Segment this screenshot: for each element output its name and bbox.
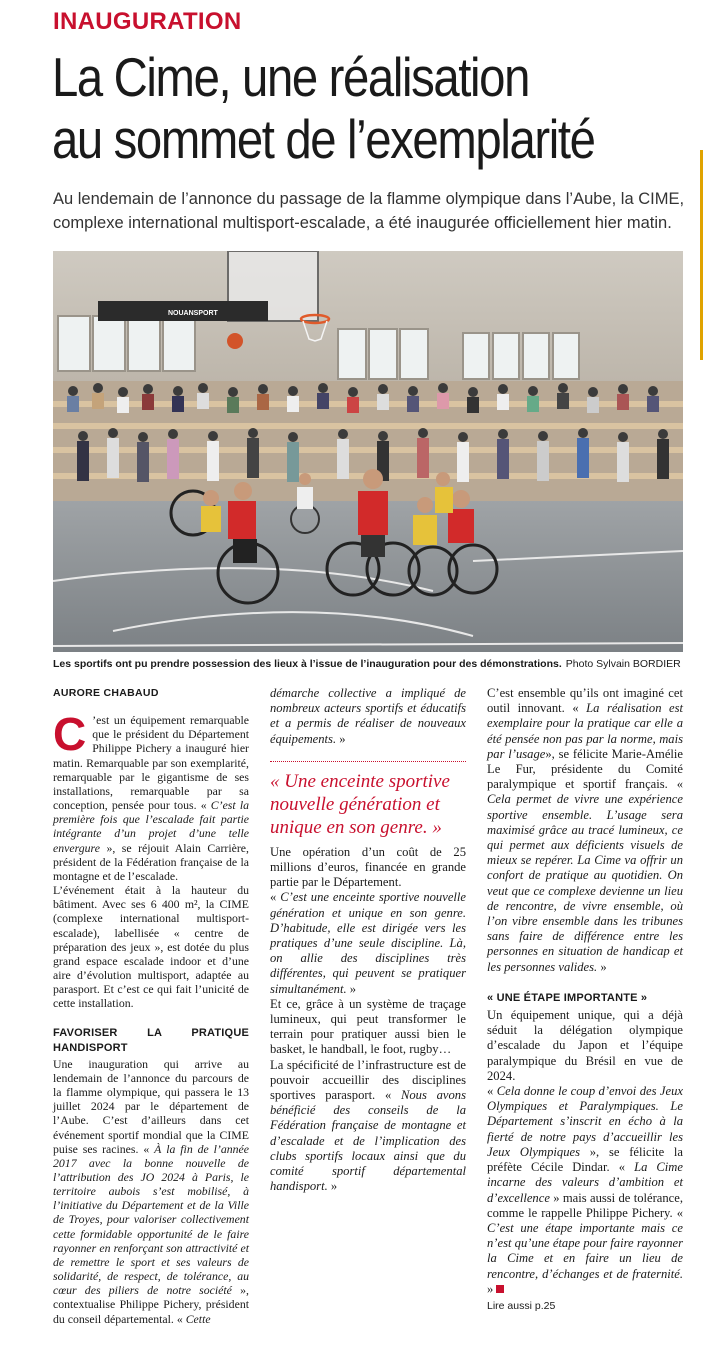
- p3-attrib: », contextualise Philippe Pichery, président du conseil départemental. «: [53, 1283, 249, 1326]
- quote-federation: Nous avons bénéficié des conseils de la Fédération française de montagne et d’escalade et de l’implication des clubs sportifs locaux ainsi que du comité sportif départemental handisport.: [270, 1088, 466, 1194]
- p8-text: C’est ensemble qu’ils ont imaginé cet outil innovant. «: [487, 686, 683, 716]
- p10-close: »: [487, 1281, 494, 1296]
- quote-pichery-2: démarche collective a impliqué de nombreux acteurs sportifs et éducatifs et a permis de réaliser de nouveaux équipements.: [270, 686, 466, 746]
- lead-text: ’est un équipement remarquable que le président du Département Philippe Pichery a inauguré hier matin. Remarquable par son exemplarité, remarquable par le gigantisme de ses installations, remarquable par sa conception, pensée pour tous. «: [53, 713, 249, 813]
- byline: AURORE CHABAUD: [53, 687, 159, 699]
- paragraph-3: [53, 1057, 249, 1326]
- subhead-handisport: FAVORISER LA PRATIQUE HANDISPORT: [53, 1027, 249, 1054]
- paragraph-9: Un équipement unique, qui a déjà séduit la délégation olympique d’escalade du Japon et l’équipe paralympique du Brésil en vue de 2024.: [487, 1008, 683, 1083]
- section-kicker: INAUGURATION: [53, 8, 242, 35]
- quote-jeux: Cela donne le coup d’envoi des Jeux Olympiques et Paralympiques. Le Département s’inscrit en écho à la fierté de notre pays d’accueillir les Jeux Olympiques: [487, 1084, 683, 1159]
- photo-credit: Photo Sylvain BORDIER: [565, 658, 681, 670]
- p7-close: »: [330, 1179, 338, 1194]
- dropcap: C: [53, 708, 87, 761]
- paragraph-5: [270, 890, 466, 996]
- quote-lefur: La réalisation est exemplaire pour la pratique car elle a été pensée non pas par la norme, mais par l’usage: [487, 701, 684, 761]
- p10-attrib: », se félicite la préfète Cécile Dindar. «: [487, 1144, 683, 1175]
- subhead-etape: « UNE ÉTAPE IMPORTANTE »: [487, 991, 648, 1004]
- caption-text: Les sportifs ont pu prendre possession des lieux à l’issue de l’inauguration pour des démonstrations.: [53, 658, 562, 670]
- p5-open: «: [270, 890, 277, 905]
- lead-paragraph: [53, 708, 250, 883]
- p5-close: »: [349, 981, 357, 996]
- quote-enceinte: C’est une enceinte sportive nouvelle génération et unique en son genre. D’habitude, elle est dirigée vers les pratiques d’une seule discipline. Là, on allie des disciplines très différentes, qui peuvent se pratiquer simultanément.: [270, 890, 466, 996]
- headline-line-1: La Cime, une réalisation: [52, 46, 530, 108]
- p3-text: Une inauguration qui arrive au lendemain de l’annonce du parcours de la flamme olympique, qui passera le 13 juillet 2024 par le département de l’Aube. C’est d’ailleurs dans cet événement sportif mondial que la CIME puise ses racines. «: [53, 1056, 249, 1156]
- article-deck: Au lendemain de l’annonce du passage de la flamme olympique dans l’Aube, la CIME, complexe international multisport-escalade, a été inaugurée officiellement hier matin.: [53, 190, 685, 232]
- p7-text: La spécificité de l’infrastructure est de pouvoir accueillir des disciplines sportives parasport. «: [270, 1057, 466, 1103]
- paragraph-3-continued: [270, 686, 466, 747]
- photo-caption: [53, 657, 693, 671]
- quote-carriere: C’est la première fois que l’escalade fait partie intégrante d’un projet d’une telle envergure: [53, 798, 250, 855]
- pullquote: « Une enceinte sportive nouvelle génération et unique en son genre. »: [270, 770, 450, 838]
- quote-pichery: À la fin de l’année 2017 avec la bonne nouvelle de l’attribution des JO 2024 à Paris, le territoire aubois s’est mobilisé, à l’initiative du Département et de la Ville de Troyes, pour valoriser collectivement cette formidable opportunité de le faire rayonner en renforçant son attractivité et de remettre le sport et ses valeurs de solidarité, de respect, de tolérance, au cœur des piliers de notre société: [53, 1141, 250, 1298]
- pullquote-rule: [270, 761, 466, 762]
- p3-close: »: [339, 731, 346, 746]
- article-column-2-content: [270, 686, 466, 1194]
- quote-lefur-2: Cela permet de vivre une expérience sportive ensemble. L’usage sera maximisé grâce au tracé lumineux, ce qui permet aux déficients visuels de mieux se repérer. La Cime va offrir un confort de pratique au quotidien. On veut que ce complexe devienne un lieu de rencontre, de vivre ensemble, où l’on vibre ensemble dans les tribunes sans faire de différence entre les personnes en situation de handicap et les personnes valides.: [487, 792, 683, 974]
- paragraph-4: Une opération d’un coût de 25 millions d’euros, financée en grande partie par le Département.: [270, 844, 466, 890]
- page-edge-rule: [700, 150, 703, 360]
- basketball: [227, 333, 243, 349]
- see-also: Lire aussi p.25: [487, 1299, 556, 1312]
- p10-open: «: [487, 1084, 494, 1099]
- headline-line-2: au sommet de l’exemplarité: [52, 108, 595, 170]
- article-column-3: [487, 686, 683, 1314]
- end-mark-icon: [496, 1285, 504, 1293]
- p8-attrib: », se félicite Marie-Amélie Le Fur, présidente du Comité paralympique et sportif français. «: [487, 746, 684, 792]
- headline: [52, 46, 602, 170]
- quote-pichery-2: Cette: [185, 1311, 211, 1326]
- paragraph-6: Et ce, grâce à un système de traçage lumineux, qui peut transformer le terrain pour pratiquer aussi bien le basket, le handball, le foot, rugby…: [270, 996, 466, 1057]
- paragraph-7: [270, 1058, 466, 1195]
- p10-attrib-2: » mais aussi de tolérance, comme le rappelle Philippe Pichery. «: [487, 1190, 683, 1220]
- quote-etape: C’est une étape importante mais ce n’est qu’une étape pour faire rayonner la Cime et en faire un lieu de rencontre, d’échanges et de fraternité.: [487, 1220, 683, 1281]
- sign-text: NOUANSPORT: [168, 310, 218, 317]
- article-photo: [53, 251, 683, 652]
- paragraph-8: [487, 686, 683, 975]
- gym-wheelchair-basketball-illustration: [53, 251, 683, 652]
- p8-close: »: [600, 959, 607, 974]
- paragraph-10: [487, 1084, 683, 1297]
- quote-dindar: La Cime incarne des valeurs d’ambition et d’excellence: [487, 1160, 683, 1205]
- lead-attrib: », se réjouit Alain Carrière, président de la Fédération française de la montagne et de l’escalade.: [53, 840, 249, 883]
- paragraph-2: L’événement était à la hauteur du bâtiment. Avec ses 6 400 m², la CIME (complexe international multisport-escalade), labellisée « centre de préparation des jeux », est dotée du plus grand espace escalade indoor et d’une aire d’évolution multisport, adaptée au parasport. Et c’est ce qui fait l’unicité de cette installation.: [53, 883, 249, 1011]
- article-column-1: [53, 686, 249, 1326]
